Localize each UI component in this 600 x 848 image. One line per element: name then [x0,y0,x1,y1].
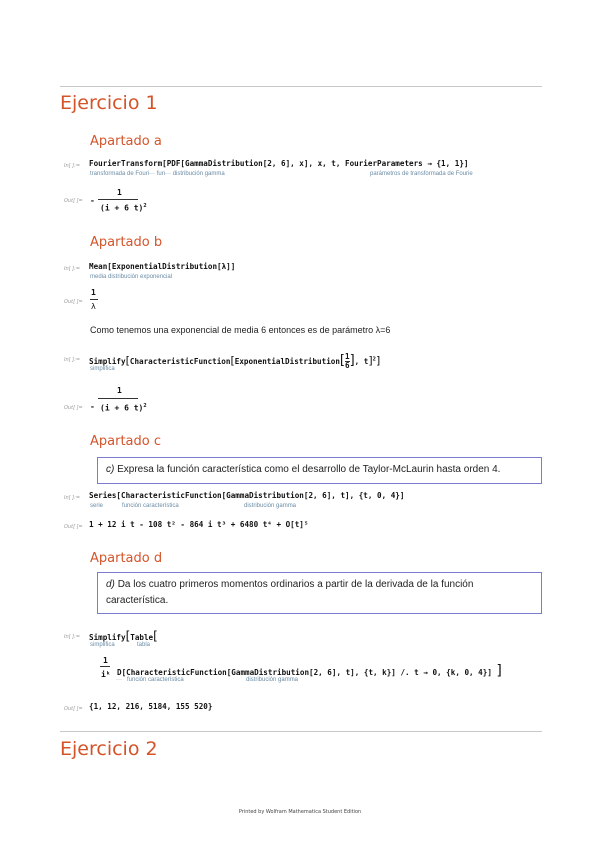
top-divider [60,86,542,87]
hint-d-5: distribución gamma [246,677,299,683]
output-a-numerator: 1 [117,188,122,197]
hint-c-1: serie [90,503,104,509]
output-a-fraction-line [98,199,138,200]
hint-d-3: ··· [116,677,122,683]
box-c-label: c) [106,464,115,475]
subsection-apartado-b[interactable]: Apartado b [90,235,163,250]
in-label: In[ ]:= [64,357,81,363]
section-divider [60,731,542,732]
section-title-ejercicio-2[interactable]: Ejercicio 2 [60,738,158,760]
in-label: In[ ]:= [64,495,81,501]
out-label: Out[ ]= [64,405,83,411]
output-c: 1 + 12 i t - 108 t² - 864 i t³ + 6480 t⁴ + O[t]⁵ [89,520,309,529]
hint-a-1: transformada de Fouri··· fun··· distribución gamma [90,171,225,177]
box-c-text: Expresa la función característica como el desarrollo de Taylor-McLaurin hasta orden 4. [117,464,501,475]
output-b1-numerator: 1 [91,288,96,297]
hint-d-1: simplifica [90,642,115,648]
output-b2-denominator: (i + 6 t)$^2$ [100,403,147,413]
in-label: In[ ]:= [64,163,81,169]
subsection-apartado-d[interactable]: Apartado d [90,551,163,566]
input-cell-a[interactable]: FourierTransform[PDF[GammaDistribution[2, 6], x], x, t, FourierParameters → {1, 1}] [89,159,469,168]
output-b2-sign: - [90,402,95,411]
output-a-sign: - [90,196,95,205]
print-footer: Printed by Wolfram Mathematica Student Edition [238,809,362,815]
input-cell-b-2[interactable]: Simplify[CharacteristicFunction[ExponentialDistribution[ $\frac{1}{6}$ ], t]$^2$] [89,351,381,370]
out-label: Out[ ]= [64,524,83,530]
hint-c-2: función característica [122,503,179,509]
input-cell-b-1[interactable]: Mean[ExponentialDistribution[λ]] [89,262,236,271]
output-b1-denominator: λ [91,302,96,311]
d-fraction-denominator: iᵏ [101,670,111,679]
input-cell-d-1[interactable]: Simplify[Table[ [89,629,158,643]
section-title-ejercicio-1[interactable]: Ejercicio 1 [60,92,158,114]
subsection-apartado-a[interactable]: Apartado a [90,134,162,149]
output-a-denominator: (i + 6 t)$^2$ [100,203,147,213]
text-cell-b[interactable]: Como tenemos una exponencial de media 6 entonces es de parámetro λ=6 [90,325,391,335]
in-label: In[ ]:= [64,266,81,272]
exercise-box-d[interactable] [97,572,542,614]
output-b2-numerator: 1 [117,386,122,395]
out-label: Out[ ]= [64,299,83,305]
subsection-apartado-c[interactable]: Apartado c [90,434,162,449]
exercise-box-c[interactable] [97,457,542,484]
hint-b-2: simplifica [90,366,115,372]
input-cell-d-2[interactable]: D[CharacteristicFunction[GammaDistribution[2, 6], t], {t, k}] /. t → 0, {k, 0, 4}] ] [117,663,502,679]
hint-a-2: parámetros de transformada de Fourie [370,171,473,177]
hint-b-1: media distribución exponencial [90,274,173,280]
output-b2-fraction-line [98,398,138,399]
hint-d-2: tabla [137,642,151,648]
box-d-text: Da los cuatro primeros momentos ordinarios a partir de la derivada de la función característica. [106,579,474,606]
box-d-label: d) [106,579,115,590]
hint-c-3: distribución gamma [244,503,297,509]
out-label: Out[ ]= [64,198,83,204]
d-fraction-numerator: 1 [103,656,108,665]
in-label: In[ ]:= [64,634,81,640]
hint-d-4: función característica [127,677,184,683]
d-fraction-line [100,666,110,667]
input-cell-c[interactable]: Series[CharacteristicFunction[GammaDistribution[2, 6], t], {t, 0, 4}] [89,491,405,500]
output-d: {1, 12, 216, 5184, 155 520} [89,702,213,711]
out-label: Out[ ]= [64,706,83,712]
output-b1-fraction-line [90,299,98,300]
